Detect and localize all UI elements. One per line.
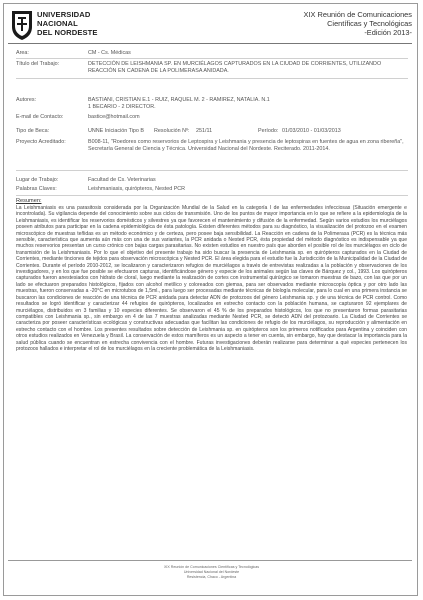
beca-value: UNNE Iniciación Tipo B	[88, 128, 145, 134]
palabras-label: Palabras Claves:	[16, 186, 57, 192]
email-value[interactable]: bastice@hotmail.com	[88, 114, 140, 120]
proyecto-value: B008-11, "Roedores como reservorios de Leptospira y Leishmania y presencia de leptospiras en fuentes de agua en zona ribereña", Secretaría General de Ciencia y Técnica. Universidad Nacional del Nordeste. Reciterado. 2011-2014.	[88, 139, 404, 152]
resumen-heading: Resumen:	[16, 198, 42, 204]
resolucion-label: Resolución Nº:	[154, 128, 190, 134]
conference-title: XIX Reunión de Comunicaciones Científicas y Tecnológicas -Edición 2013-	[303, 10, 412, 37]
title-label: Título del Trabajo:	[16, 61, 60, 67]
authors-label: Autores:	[16, 97, 37, 103]
header-divider	[8, 43, 412, 44]
lugar-label: Lugar de Trabajo:	[16, 177, 59, 183]
university-name: UNIVERSIDAD NACIONAL DEL NORDESTE	[37, 10, 98, 37]
title-value: DETECCIÓN DE LEISHMANIA SP. EN MURCIÉLAGOS CAPTURADOS EN LA CIUDAD DE CORRIENTES, UTILIZANDO REACCIÓN EN CADENA DE LA POLIMERASA ANIDADA.	[88, 61, 382, 74]
footer-divider	[8, 560, 412, 561]
palabras-value: Leishmaniasis, quirópteros, Nested PCR	[88, 186, 186, 192]
lugar-value: Facultad de Cs. Veterinarias	[88, 177, 156, 183]
area-value: CM - Cs. Médicas	[88, 50, 131, 56]
area-label: Area:	[16, 50, 29, 56]
divider	[16, 195, 408, 196]
page-header	[8, 6, 416, 46]
divider	[16, 78, 408, 79]
divider	[16, 170, 408, 171]
periodo-label: Período:	[258, 128, 279, 134]
periodo-value: 01/03/2010 - 01/03/2013	[282, 128, 341, 134]
proyecto-label: Proyecto Acreditado:	[16, 139, 66, 145]
divider	[16, 58, 408, 59]
beca-label: Tipo de Beca:	[16, 128, 50, 134]
email-label: E-mail de Contacto:	[16, 114, 64, 120]
page-footer: XIX Reunión de Comunicaciones Científicas y Tecnológicas Universidad Nacional del Nordeste Resistencia, Chaco - Argentina	[163, 565, 260, 579]
resolucion-value: 251/11	[196, 128, 213, 134]
university-crest-icon	[10, 9, 34, 41]
authors-value: BASTIANI, CRISTIAN E.1 - RUIZ, RAQUEL M. 2 - RAMIREZ, NATALIA. N.1 1 BECARIO - 2 DIRECTOR.	[88, 97, 270, 110]
resumen-body: La Leishmaniasis es una parasitosis considerada por la Organización Mundial de la Salud en la categoría I de las enfermedades infecciosas (Situación emergente e incontrolada). Su vigilancia depende del conocimiento sobre sus ciclos de transmisión. Uno de los puntos de mayor importancia en lo que se refiere a la epidemiología de la Leishmaniasis, es identificar los reservorios domésticos y silvestres ya que favorecen el mantenimiento y difusión de la enfermedad. Según varios estudios los murciélagos poseen atributos para participar en la cadena epidemiológica de ésta patología. Existen diferentes métodos para su diagnóstico, la visualización del protozoo en el examen microscópico de muestras teñidas es un método económico y de certeza, pero posee baja sensibilidad. La Reacción en cadena de la Polimerasa (PCR) es la técnica más sensible, característica que aumenta aún más con una de sus variantes, la PCR anidada o Nested PCR, ésta propiedad del método diagnóstico es indispensable ya que muchos reservorios presentan un curso crónico con bajas cargas parasitarias. No existen estudios en nuestro país que aborden el posible rol de los murciélagos en ciclo de transmisión de la Leishmaniasis. Por lo que el objetivo del presente trabajo ha sido buscar la presencia de Leishmania sp. en quirópteros capturados en la Ciudad de Corrientes, mediante tinciones de tejidos para observación microscópica y Nested PCR. El área elegida para el estudio fue la Jurisdicción de la Municipalidad de la Ciudad de Corrientes. Durante el período 2010-2012, se localizaron y caracterizaron refugios de murciélagos a través de entrevistas realizadas a la población y observaciones de los investigadores, y en los que fue posible se efectuaron capturas, identificándose género y especie de los animales según las claves de Bárquez y col., 1993. Los quirópteros capturados fueron anestesiados con hidrato de cloral, luego mediante la realización de cortes con instrumental quirúrgico se tomaron muestras de bazo, con las que por un lado se efectuaron preparados histológicos, fijados con alcohol metílico y coloreados con giemsa, para ser observados mediante microscopía óptica y por otro lado las muestras, fueron conservadas a -20°C en microtubos de 1,5ml., para luego ser procesadas mediante técnicas de biología molecular, para lo cual en una primera instancia se buscaron las condiciones de reacción de una técnica de PCR anidada para detectar ADN de protozoos del género Leishmania sp. y de una técnica de PCR control. Como resultados se logró identificar y caracterizar 44 refugios de quirópteros, localizados en estrecho contacto con la población humana, se capturaron 92 ejemplares de murciélagos, distribuidos en 3 familias y 10 especies diferentes. Se observaron el 45 % de los preparados histológicos, los que no presentaron formas parasitarias compatibles con Leishmania sp., sin embargo en 4 de las 7 muestras analizadas mediante Nested PCR, se detectó ADN del protozoario. La Ciudad de Corrientes se caracteriza por poseer características ecológicas y constructivas adecuadas que facilitan las condiciones de refugio de los murciélagos, su reproducción y alimentación en estrecho contacto con el hombre. Los presentes resultados sobre detección de Leishmania sp. en quirópteros son los primeros notificados para Argentina y coinciden con otros estudios realizados en Venezuela y Brasil. La conservación de estos mamíferos es un aspecto a tener en cuenta, sin embargo, hay que destacar la importancia para la salud pública cuando se encuentran en estrecha convivencia con el hombre. Futuras investigaciones deberán realizarse para determinar a qué especies pertenecen los protozoos hallados e interpretar el rol de los murciélagos en la creciente problemática de la Leishmaniasis.	[16, 205, 407, 352]
